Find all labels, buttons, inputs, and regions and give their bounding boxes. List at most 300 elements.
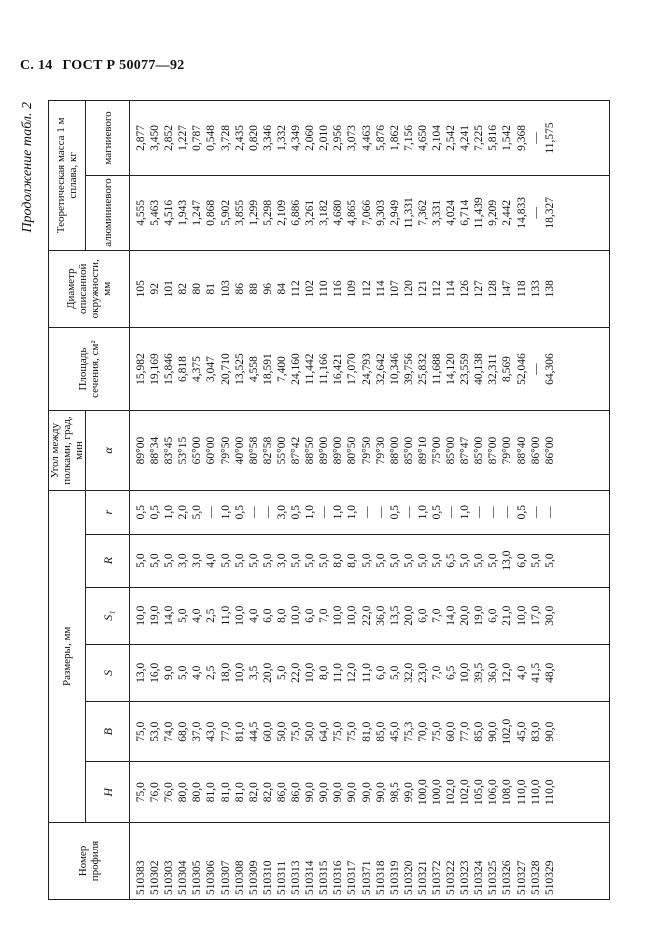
cell-r-12: 1,0	[304, 504, 317, 520]
cell-mass_mg-5: 0,548	[205, 125, 218, 151]
cell-profile-15: 510317	[346, 860, 359, 895]
cell-mass_al-8: 1,299	[247, 199, 260, 226]
cell-diameter-28: 133	[529, 280, 542, 298]
cell-B-2: 74,0	[163, 721, 176, 742]
cell-profile-4: 510305	[191, 860, 204, 895]
column-s	[130, 644, 610, 701]
cell-angle-17: 79°30	[374, 436, 387, 465]
cell-H-21: 100,0	[430, 779, 443, 806]
cell-area-26: 8,569	[501, 356, 514, 383]
cell-mass_mg-8: 0,820	[247, 125, 260, 151]
cell-mass_mg-4: 0,787	[191, 125, 204, 151]
cell-R-25: 5,0	[487, 553, 500, 568]
cell-diameter-8: 88	[247, 283, 260, 295]
cell-diameter-18: 107	[388, 280, 401, 298]
cell-S1-10: 8,0	[275, 608, 288, 623]
cell-R-12: 5,0	[304, 553, 317, 568]
cell-diameter-1: 92	[149, 283, 162, 295]
cell-mass_al-23: 6,714	[459, 199, 472, 226]
cell-r-28	[529, 494, 543, 531]
cell-B-4: 37,0	[191, 721, 204, 742]
cell-H-13: 90,0	[318, 782, 331, 803]
cell-R-11: 5,0	[290, 553, 303, 568]
cell-S-4: 4,0	[191, 665, 204, 681]
cell-mass_al-3: 1,943	[177, 199, 190, 226]
cell-R-6: 5,0	[219, 553, 232, 568]
cell-S-1: 16,0	[149, 662, 162, 683]
cell-r-13	[317, 494, 331, 531]
column-r-large	[130, 534, 610, 587]
cell-R-8: 5,0	[247, 553, 260, 568]
cell-S1-0: 10,0	[135, 605, 147, 626]
cell-B-11: 75,0	[290, 721, 303, 742]
cell-angle-13: 89°00	[318, 436, 331, 465]
cell-S1-29: 30,0	[543, 605, 556, 626]
cell-r-24	[472, 494, 486, 531]
cell-R-29: 5,0	[543, 553, 556, 568]
cell-angle-18: 88°00	[388, 436, 401, 465]
cell-H-0: 75,0	[135, 782, 147, 803]
standard-code: ГОСТ Р 50077—92	[62, 58, 185, 73]
cell-B-20: 70,0	[416, 721, 429, 742]
cell-S1-23: 20,0	[459, 605, 472, 626]
cell-area-20: 25,832	[416, 353, 429, 385]
cell-S-27: 4,0	[515, 665, 528, 681]
cell-B-1: 53,0	[149, 721, 162, 742]
cell-mass_al-24: 11,439	[473, 197, 486, 229]
cell-S-17: 6,0	[374, 665, 387, 681]
cell-mass_al-11: 6,886	[290, 199, 303, 226]
cell-mass_mg-21: 2,104	[430, 125, 443, 151]
cell-r-17	[374, 494, 388, 531]
cell-diameter-20: 121	[416, 280, 429, 298]
cell-area-12: 11,442	[304, 353, 317, 385]
cell-R-24: 5,0	[473, 553, 486, 568]
cell-S1-12: 6,0	[304, 608, 317, 623]
cell-R-27: 6,0	[515, 553, 528, 568]
cell-H-27: 110,0	[515, 779, 528, 805]
cell-B-22: 60,0	[445, 721, 458, 742]
cell-S1-6: 11,0	[219, 605, 232, 626]
cell-profile-17: 510318	[374, 860, 387, 895]
cell-S-22: 6,5	[445, 665, 458, 681]
cell-profile-20: 510321	[416, 860, 429, 895]
cell-r-19	[402, 494, 416, 531]
cell-mass_mg-1: 3,450	[149, 125, 162, 151]
cell-R-5: 4,0	[205, 553, 218, 568]
cell-mass_mg-3: 1,227	[177, 125, 190, 151]
cell-B-15: 75,0	[346, 721, 359, 742]
cell-S-15: 12,0	[346, 662, 359, 683]
cell-H-5: 81,0	[205, 782, 218, 803]
cell-profile-22: 510322	[445, 860, 458, 895]
table-caption: Продолжение табл. 2	[20, 102, 35, 233]
cell-r-16	[360, 494, 374, 531]
cell-r-15: 1,0	[346, 504, 359, 520]
cell-mass_mg-24: 7,225	[473, 125, 486, 151]
cell-r-9	[261, 494, 275, 531]
cell-R-2: 5,0	[163, 553, 176, 568]
cell-S1-25: 6,0	[487, 608, 500, 623]
cell-mass_mg-18: 1,862	[388, 125, 401, 151]
cell-profile-27: 510327	[515, 860, 528, 895]
header-dimensions: Размеры, мм	[49, 490, 86, 822]
cell-mass_mg-10: 1,332	[275, 125, 288, 151]
cell-angle-26: 79°00	[501, 436, 514, 465]
cell-mass_mg-14: 2,956	[332, 125, 345, 151]
cell-H-19: 99,0	[402, 782, 415, 803]
cell-mass_al-22: 4,024	[445, 199, 458, 226]
cell-diameter-9: 96	[261, 283, 274, 295]
cell-mass_mg-2: 2,852	[163, 125, 176, 151]
cell-S-14: 11,0	[332, 663, 345, 683]
cell-angle-9: 82°58	[261, 436, 274, 465]
cell-angle-11: 87°42	[290, 436, 303, 465]
cell-r-10: 3,0	[275, 504, 288, 520]
cell-diameter-26: 147	[501, 280, 514, 298]
cell-mass_al-2: 4,516	[163, 199, 176, 226]
cell-diameter-7: 86	[233, 283, 246, 295]
cell-R-16: 5,0	[360, 553, 373, 568]
cell-S-11: 22,0	[290, 662, 303, 683]
cell-S1-17: 36,0	[374, 605, 387, 626]
cell-r-23: 1,0	[459, 504, 472, 520]
cell-r-1: 0,5	[149, 504, 162, 520]
cell-mass_al-10: 2,109	[275, 199, 288, 226]
cell-S-6: 18,0	[219, 662, 232, 683]
cell-diameter-5: 81	[205, 283, 218, 295]
cell-angle-20: 89°10	[416, 436, 429, 465]
cell-area-6: 20,710	[219, 353, 232, 385]
cell-angle-12: 88°50	[304, 436, 317, 465]
cell-diameter-14: 116	[332, 280, 345, 298]
cell-angle-8: 80°58	[247, 436, 260, 465]
cell-r-26	[500, 494, 514, 531]
cell-area-28	[529, 331, 543, 408]
cell-diameter-12: 102	[304, 280, 317, 298]
cell-mass_mg-7: 2,435	[233, 125, 246, 151]
cell-H-2: 76,0	[163, 782, 176, 803]
cell-S1-19: 20,0	[402, 605, 415, 626]
cell-B-17: 85,0	[374, 721, 387, 742]
cell-r-14: 1,0	[332, 504, 345, 520]
cell-mass_al-4: 1,247	[191, 199, 204, 226]
cell-S1-20: 6,0	[416, 608, 429, 623]
cell-area-16: 24,793	[360, 353, 373, 385]
cell-area-3: 6,818	[177, 356, 190, 383]
cell-angle-27: 88°40	[515, 436, 528, 465]
cell-B-25: 90,0	[487, 721, 500, 742]
cell-diameter-13: 110	[318, 280, 331, 298]
cell-profile-12: 510314	[304, 860, 317, 895]
cell-S1-7: 10,0	[233, 605, 246, 626]
cell-H-10: 86,0	[275, 782, 288, 803]
header-s1: S₁	[86, 587, 130, 644]
cell-R-21: 5,0	[430, 553, 443, 568]
header-alpha: α	[86, 411, 130, 490]
cell-area-17: 32,642	[374, 353, 387, 385]
header-r-small: r	[86, 490, 130, 534]
column-s1	[130, 587, 610, 644]
cell-H-20: 100,0	[416, 779, 429, 806]
cell-mass_mg-19: 7,156	[402, 125, 415, 151]
cell-H-17: 90,0	[374, 782, 387, 803]
cell-S1-13: 7,0	[318, 608, 331, 623]
cell-H-29: 110,0	[543, 779, 556, 805]
cell-angle-14: 89°00	[332, 436, 345, 465]
cell-mass_mg-6: 3,728	[219, 125, 232, 151]
cell-S-5: 2,5	[205, 665, 218, 681]
cell-diameter-15: 109	[346, 280, 359, 298]
cell-B-7: 81,0	[233, 721, 246, 742]
cell-mass_mg-12: 2,060	[304, 125, 317, 151]
cell-B-19: 75,3	[402, 721, 415, 742]
cell-angle-4: 65°00	[191, 436, 204, 465]
cell-mass_al-15: 4,865	[346, 199, 359, 226]
cell-profile-25: 510325	[487, 860, 500, 895]
cell-angle-2: 83°45	[163, 436, 176, 465]
cell-area-11: 24,160	[290, 353, 303, 385]
cell-diameter-10: 84	[275, 283, 288, 295]
cell-mass_mg-9: 3,346	[261, 125, 274, 151]
cell-area-19: 39,756	[402, 353, 415, 385]
cell-S-28: 41,5	[529, 662, 542, 683]
cell-area-0: 15,982	[135, 353, 147, 385]
page-number: С. 14	[20, 58, 53, 73]
cell-B-16: 81,0	[360, 721, 373, 742]
header-mass-mg: магниевого	[86, 101, 130, 176]
cell-R-14: 8,0	[332, 553, 345, 568]
cell-S1-2: 14,0	[163, 605, 176, 626]
cell-r-18: 0,5	[388, 504, 401, 520]
cell-r-0: 0,5	[135, 504, 147, 520]
cell-S-7: 10,0	[233, 662, 246, 683]
cell-S1-5: 2,5	[205, 608, 218, 623]
header-r-large: R	[86, 534, 130, 587]
cell-mass_al-17: 9,303	[374, 199, 387, 226]
column-profile	[130, 822, 610, 899]
cell-mass_al-12: 3,261	[304, 199, 317, 226]
cell-area-5: 3,047	[205, 356, 218, 383]
cell-profile-14: 510316	[332, 860, 345, 895]
cell-diameter-6: 103	[219, 280, 232, 298]
cell-H-11: 86,0	[290, 782, 303, 803]
cell-r-6: 1,0	[219, 504, 232, 520]
cell-S-21: 7,0	[430, 665, 443, 681]
cell-B-0: 75,0	[135, 721, 147, 742]
cell-R-9: 5,0	[261, 553, 274, 568]
cell-profile-6: 510307	[219, 860, 232, 895]
cell-B-23: 77,0	[459, 721, 472, 742]
cell-H-26: 108,0	[501, 779, 514, 806]
cell-area-13: 11,166	[318, 353, 331, 385]
cell-mass_mg-29: 11,575	[543, 122, 556, 154]
column-area	[130, 327, 610, 411]
cell-S-13: 8,0	[318, 665, 331, 681]
column-angle	[130, 411, 610, 490]
cell-H-6: 81,0	[219, 782, 232, 803]
cell-H-7: 81,0	[233, 782, 246, 803]
cell-r-25	[486, 494, 500, 531]
cell-angle-3: 53°15	[177, 436, 190, 465]
cell-r-21: 0,5	[430, 504, 443, 520]
header-angle: Угол между полками, град, мин	[49, 411, 86, 490]
cell-B-14: 75,0	[332, 721, 345, 742]
cell-angle-25: 87°00	[487, 436, 500, 465]
cell-S-16: 11,0	[360, 663, 373, 683]
cell-mass_mg-27: 9,368	[515, 125, 528, 151]
cell-mass_mg-13: 2,010	[318, 125, 331, 151]
cell-profile-19: 510320	[402, 860, 415, 895]
cell-profile-11: 510313	[290, 860, 303, 895]
column-diameter	[130, 250, 610, 327]
header-b: B	[86, 701, 130, 762]
cell-r-4: 5,0	[191, 504, 204, 520]
cell-r-11: 0,5	[290, 504, 303, 520]
cell-H-25: 106,0	[487, 779, 500, 806]
cell-S1-11: 10,0	[290, 605, 303, 626]
cell-R-1: 5,0	[149, 553, 162, 568]
cell-diameter-0: 105	[135, 280, 147, 298]
cell-area-23: 23,559	[459, 353, 472, 385]
cell-B-6: 77,0	[219, 721, 232, 742]
cell-H-8: 82,0	[247, 782, 260, 803]
cell-R-20: 5,0	[416, 553, 429, 568]
cell-diameter-2: 101	[163, 280, 176, 298]
cell-area-21: 11,688	[430, 353, 443, 385]
cell-S1-4: 4,0	[191, 608, 204, 623]
cell-area-9: 18,591	[261, 353, 274, 385]
cell-B-12: 50,0	[304, 721, 317, 742]
cell-S1-15: 10,0	[346, 605, 359, 626]
header-s: S	[86, 644, 130, 701]
cell-R-18: 5,0	[388, 553, 401, 568]
cell-angle-10: 55°00	[275, 436, 288, 465]
cell-mass_al-0: 4,555	[135, 199, 147, 226]
cell-S-29: 48,0	[543, 662, 556, 683]
cell-H-22: 102,0	[445, 779, 458, 806]
cell-mass_mg-28	[529, 104, 543, 172]
header-diameter: Диаметр описанной окружности, мм	[49, 250, 130, 327]
cell-mass_al-9: 5,298	[261, 199, 274, 226]
cell-R-15: 8,0	[346, 553, 359, 568]
cell-mass_al-27: 14,833	[515, 197, 528, 229]
cell-R-13: 5,0	[318, 553, 331, 568]
cell-H-15: 90,0	[346, 782, 359, 803]
cell-H-9: 82,0	[261, 782, 274, 803]
header-mass-al: алюминиевого	[86, 175, 130, 250]
cell-S-24: 39,5	[473, 662, 486, 683]
cell-diameter-11: 112	[290, 280, 303, 298]
cell-profile-5: 510306	[205, 860, 218, 895]
cell-H-28: 110,0	[529, 779, 542, 805]
cell-angle-16: 79°50	[360, 436, 373, 465]
cell-H-16: 90,0	[360, 782, 373, 803]
cell-R-23: 5,0	[459, 553, 472, 568]
cell-S1-28: 17,0	[529, 605, 542, 626]
cell-diameter-27: 118	[515, 280, 528, 298]
cell-r-3: 2,0	[177, 504, 190, 520]
cell-r-8	[247, 494, 261, 531]
cell-mass_mg-0: 2,877	[135, 125, 147, 151]
cell-B-27: 45,0	[515, 721, 528, 742]
cell-S-0: 13,0	[135, 662, 147, 683]
cell-S1-24: 19,0	[473, 605, 486, 626]
cell-angle-5: 60°00	[205, 436, 218, 465]
cell-S-25: 36,0	[487, 662, 500, 683]
header-mass: Теоретическая масса 1 м сплава, кг	[49, 101, 86, 251]
cell-mass_mg-22: 2,542	[445, 125, 458, 151]
cell-profile-7: 510308	[233, 860, 246, 895]
cell-mass_al-16: 7,066	[360, 199, 373, 226]
cell-r-5	[204, 494, 218, 531]
cell-profile-0: 510383	[135, 860, 147, 895]
cell-angle-21: 75°00	[430, 436, 443, 465]
cell-profile-10: 510311	[275, 860, 288, 895]
cell-B-5: 43,0	[205, 721, 218, 742]
cell-mass_mg-11: 4,349	[290, 125, 303, 151]
cell-S1-16: 22,0	[360, 605, 373, 626]
cell-angle-24: 85°00	[473, 436, 486, 465]
cell-B-13: 64,0	[318, 721, 331, 742]
cell-R-3: 3,0	[177, 553, 190, 568]
cell-area-27: 52,046	[515, 353, 528, 385]
cell-angle-28: 86°00	[529, 436, 542, 465]
cell-H-3: 80,0	[177, 782, 190, 803]
cell-mass_al-14: 4,680	[332, 199, 345, 226]
cell-B-29: 90,0	[543, 721, 556, 742]
cell-diameter-3: 82	[177, 283, 190, 295]
column-b	[130, 701, 610, 762]
cell-angle-29: 86°00	[543, 436, 556, 465]
rotated-table-area	[20, 100, 610, 900]
cell-S-3: 5,0	[177, 665, 190, 681]
cell-diameter-16: 112	[360, 280, 373, 298]
cell-mass_al-18: 2,949	[388, 199, 401, 226]
column-mass-al	[130, 175, 610, 250]
cell-S-23: 10,0	[459, 662, 472, 683]
cell-mass_al-6: 5,902	[219, 199, 232, 226]
cell-area-2: 15,846	[163, 353, 176, 385]
cell-S1-14: 10,0	[332, 605, 345, 626]
cell-S1-26: 21,0	[501, 605, 514, 626]
cell-angle-6: 79°50	[219, 436, 232, 465]
cell-area-8: 4,558	[247, 356, 260, 383]
cell-mass_al-26: 2,442	[501, 199, 514, 226]
cell-S-10: 5,0	[275, 665, 288, 681]
cell-mass_al-13: 3,182	[318, 199, 331, 226]
cell-profile-29: 510329	[543, 860, 556, 895]
cell-area-10: 7,400	[275, 356, 288, 383]
cell-r-29	[543, 494, 557, 531]
cell-mass_al-21: 3,331	[430, 199, 443, 226]
header-profile: Номер профиля	[49, 822, 130, 899]
cell-profile-26: 510326	[501, 860, 514, 895]
cell-S1-8: 4,0	[247, 608, 260, 623]
cell-B-3: 68,0	[177, 721, 190, 742]
cell-diameter-29: 138	[543, 280, 556, 298]
cell-diameter-22: 114	[445, 280, 458, 298]
cell-angle-1: 88°34	[149, 436, 162, 465]
cell-angle-23: 87°47	[459, 436, 472, 465]
cell-area-18: 10,346	[388, 353, 401, 385]
cell-S-8: 3,5	[247, 665, 260, 681]
cell-S-19: 32,0	[402, 662, 415, 683]
cell-diameter-4: 80	[191, 283, 204, 295]
cell-mass_al-28	[529, 179, 543, 247]
cell-mass_mg-23: 4,241	[459, 125, 472, 151]
cell-mass_mg-15: 3,073	[346, 125, 359, 151]
